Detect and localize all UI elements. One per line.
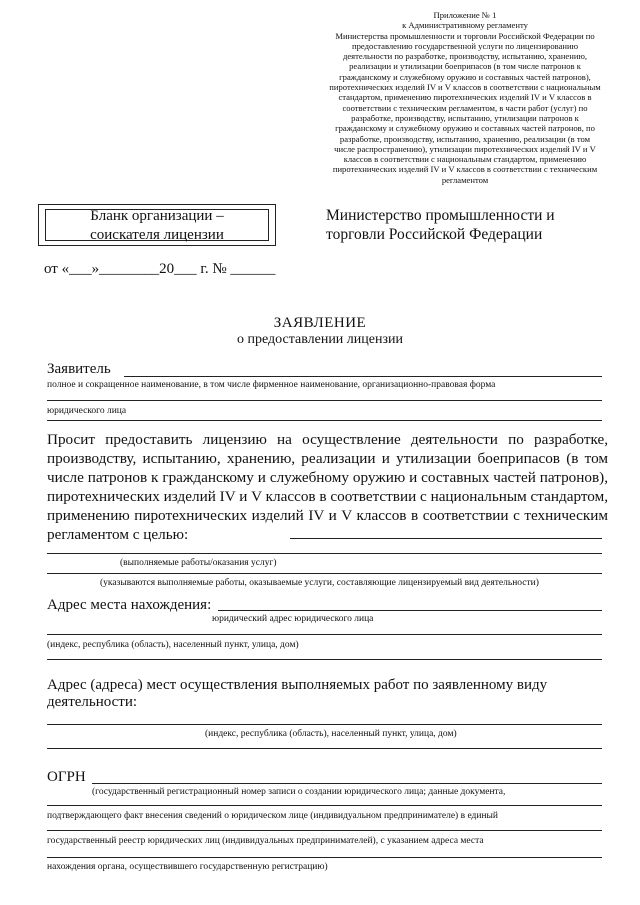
appendix-line: пиротехнических изделий IV и V классов в соответствии с национальным	[329, 82, 601, 93]
works-hint-2: (указываются выполняемые работы, оказываемые услуги, составляющие лицензируемый вид деятельности)	[100, 578, 539, 588]
ogrn-field-2[interactable]	[47, 805, 602, 806]
appendix-line: классов в соответствии с национальным стандартом, применению	[343, 154, 587, 165]
address-field-3[interactable]	[47, 659, 602, 660]
appendix-line: предоставлению государственной услуги по лицензированию	[351, 40, 579, 51]
blank-line-2: соискателя лицензии	[90, 227, 224, 243]
ogrn-hint-3: государственный реестр юридических лиц (индивидуальных предпринимателей), с указанием адреса места	[47, 836, 484, 846]
work-address-label-2: деятельности:	[47, 694, 138, 710]
purpose-field[interactable]	[290, 538, 602, 539]
appendix-line: гражданскому и служебному оружию и составных частей патронов),	[339, 71, 591, 82]
applicant-field-2[interactable]	[47, 400, 602, 401]
work-address-label: Адрес (адреса) мест осуществления выполняемых работ по заявленному виду	[47, 677, 548, 693]
appendix-line: числе распространению), утилизации пиротехнических изделий IV и V	[334, 143, 596, 154]
ogrn-hint-4: нахождения органа, осуществившего государственную регистрацию)	[47, 862, 328, 872]
works-hint: (выполняемые работы/оказания услуг)	[120, 558, 277, 568]
appendix-header	[320, 10, 610, 185]
ogrn-hint-2: подтверждающего факт внесения сведений о юридическом лице (индивидуальном предпринимателе) в единый	[47, 811, 499, 821]
addressee-ministry	[326, 206, 555, 244]
blank-line-1: Бланк организации –	[90, 208, 224, 224]
address-label: Адрес места нахождения:	[47, 597, 212, 613]
applicant-field[interactable]	[124, 376, 602, 377]
works-field-2[interactable]	[47, 573, 602, 574]
appendix-line: регламентом	[441, 174, 489, 185]
applicant-hint: полное и сокращенное наименование, в том числе фирменное наименование, организационно-правовая форма	[47, 380, 496, 390]
request-paragraph: Просит предоставить лицензию на осуществление деятельности по разработке, производству, испытанию, хранению, реализации и утилизации боеприпасов (в том числе патронов к гражданскому и служебному оружию и составных частей патронов), пиротехнических изделий IV и V классов в соответствии с национальным стандартом, применению пиротехнических изделий IV и V классов в соответствии с техническим регламентом с целью:	[47, 431, 608, 543]
applicant-hint-2: юридического лица	[47, 406, 127, 416]
organization-blank-label	[40, 207, 274, 245]
appendix-line: разработке, производству, испытанию, хранению, реализации (в том	[339, 133, 591, 144]
work-address-field[interactable]	[47, 724, 602, 725]
appendix-line: Министерства промышленности и торговли Российской Федерации по	[335, 30, 595, 41]
appendix-line: соответствии с техническим регламентом, в части работ (услуг) по	[342, 102, 588, 113]
work-address-hint: (индекс, республика (область), населенный пункт, улица, дом)	[205, 729, 457, 739]
applicant-label: Заявитель	[47, 361, 111, 377]
appendix-line: к Административному регламенту	[402, 20, 528, 31]
ministry-line-1: Министерство промышленности и	[326, 207, 555, 224]
appendix-line: Приложение № 1	[433, 10, 497, 20]
appendix-line: стандартом, применению пиротехнических изделий IV и V классов в	[338, 92, 592, 103]
appendix-line: разработке, производству, испытанию, утилизации патронов к	[351, 112, 579, 123]
ogrn-field[interactable]	[92, 783, 602, 784]
ogrn-field-4[interactable]	[47, 857, 602, 858]
work-address-field-2[interactable]	[47, 748, 602, 749]
appendix-line: деятельности по разработке, производству, испытанию, хранению,	[342, 51, 588, 62]
address-field[interactable]	[218, 610, 602, 611]
appendix-line: пиротехнических изделий IV и V классов в соответствии с техническим	[332, 164, 598, 175]
address-field-2[interactable]	[47, 634, 602, 635]
ogrn-label: ОГРН	[47, 769, 86, 785]
appendix-line: реализации и утилизации боеприпасов (в том числе патронов к	[349, 61, 581, 72]
address-hint-2: (индекс, республика (область), населенный пункт, улица, дом)	[47, 640, 299, 650]
applicant-field-3[interactable]	[47, 420, 602, 421]
works-field[interactable]	[47, 553, 602, 554]
ogrn-field-3[interactable]	[47, 830, 602, 831]
document-subtitle: о предоставлении лицензии	[236, 332, 403, 347]
appendix-line: гражданскому и служебному оружию и составных частей патронов, по	[335, 123, 595, 134]
ministry-line-2: торговли Российской Федерации	[326, 226, 543, 243]
ogrn-hint-1: (государственный регистрационный номер записи о создании юридического лица; данные документа,	[92, 787, 506, 797]
date-number-line[interactable]: от «___»________20___ г. № ______	[44, 261, 276, 277]
address-hint: юридический адрес юридического лица	[212, 614, 374, 624]
document-title: ЗАЯВЛЕНИЕ	[273, 315, 367, 331]
